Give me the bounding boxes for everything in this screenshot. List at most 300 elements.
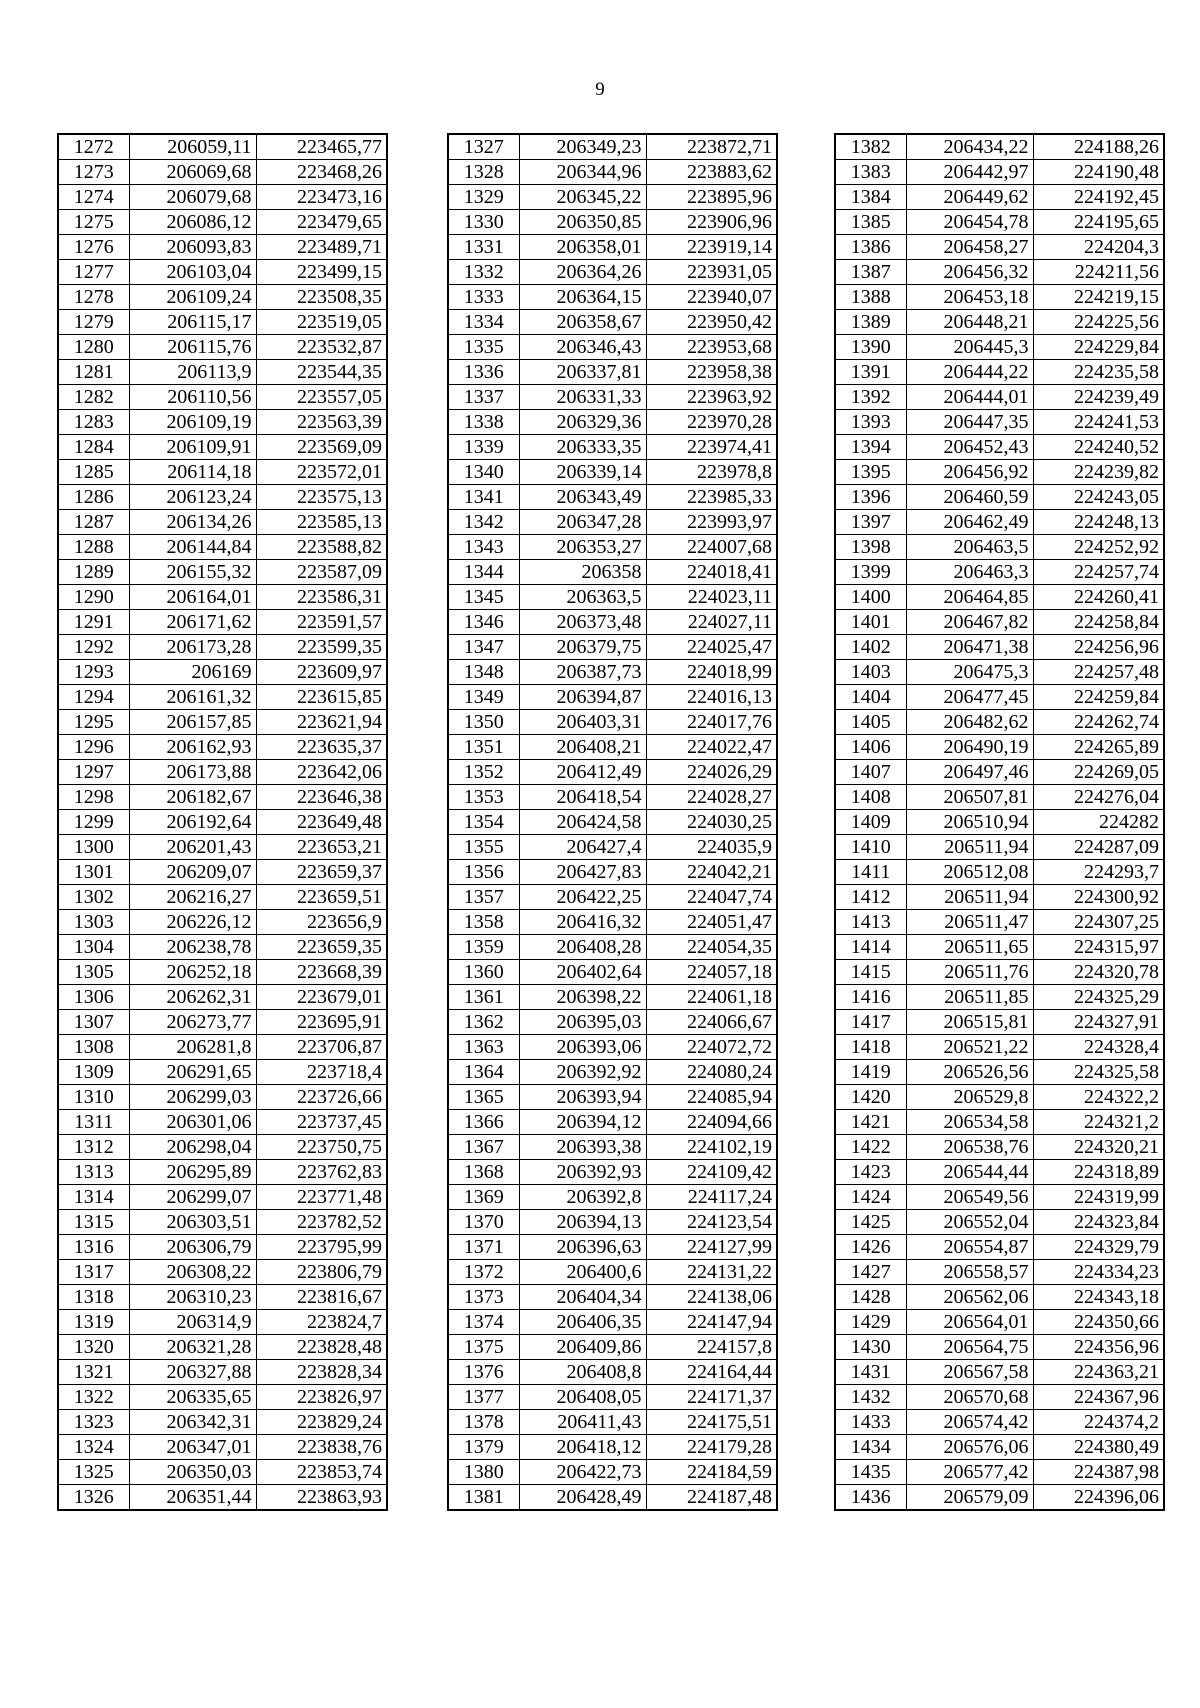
x-coordinate-cell: 206422,25 xyxy=(519,885,646,910)
table-row xyxy=(448,485,777,510)
table-row xyxy=(448,1260,777,1285)
table-row xyxy=(448,935,777,960)
table-row xyxy=(58,660,387,685)
x-coordinate-cell: 206344,96 xyxy=(519,160,646,185)
x-coordinate-cell: 206444,01 xyxy=(906,385,1033,410)
table-row xyxy=(448,560,777,585)
y-coordinate-cell: 224343,18 xyxy=(1033,1285,1164,1310)
point-number-cell: 1357 xyxy=(448,885,519,910)
table-row xyxy=(448,185,777,210)
x-coordinate-cell: 206552,04 xyxy=(906,1210,1033,1235)
table-row xyxy=(58,1210,387,1235)
x-coordinate-cell: 206394,87 xyxy=(519,685,646,710)
y-coordinate-cell: 224057,18 xyxy=(646,960,777,985)
y-coordinate-cell: 223970,28 xyxy=(646,410,777,435)
y-coordinate-cell: 224367,96 xyxy=(1033,1385,1164,1410)
x-coordinate-cell: 206281,8 xyxy=(129,1035,256,1060)
point-number-cell: 1371 xyxy=(448,1235,519,1260)
x-coordinate-cell: 206453,18 xyxy=(906,285,1033,310)
y-coordinate-cell: 224175,51 xyxy=(646,1410,777,1435)
point-number-cell: 1428 xyxy=(835,1285,906,1310)
x-coordinate-cell: 206308,22 xyxy=(129,1260,256,1285)
y-coordinate-cell: 224080,24 xyxy=(646,1060,777,1085)
x-coordinate-cell: 206358 xyxy=(519,560,646,585)
table-row xyxy=(835,260,1164,285)
y-coordinate-cell: 223599,35 xyxy=(256,635,387,660)
table-row xyxy=(58,510,387,535)
table-row xyxy=(835,210,1164,235)
x-coordinate-cell: 206445,3 xyxy=(906,335,1033,360)
y-coordinate-cell: 224380,49 xyxy=(1033,1435,1164,1460)
point-number-cell: 1282 xyxy=(58,385,129,410)
x-coordinate-cell: 206310,23 xyxy=(129,1285,256,1310)
x-coordinate-cell: 206353,27 xyxy=(519,535,646,560)
table-row xyxy=(58,535,387,560)
table-row xyxy=(58,410,387,435)
x-coordinate-cell: 206394,13 xyxy=(519,1210,646,1235)
point-number-cell: 1433 xyxy=(835,1410,906,1435)
table-row xyxy=(835,685,1164,710)
x-coordinate-cell: 206463,5 xyxy=(906,535,1033,560)
y-coordinate-cell: 223950,42 xyxy=(646,310,777,335)
table-row xyxy=(835,585,1164,610)
point-number-cell: 1369 xyxy=(448,1185,519,1210)
point-number-cell: 1330 xyxy=(448,210,519,235)
point-number-cell: 1414 xyxy=(835,935,906,960)
point-number-cell: 1408 xyxy=(835,785,906,810)
table-row xyxy=(448,1410,777,1435)
point-number-cell: 1281 xyxy=(58,360,129,385)
x-coordinate-cell: 206471,38 xyxy=(906,635,1033,660)
y-coordinate-cell: 223635,37 xyxy=(256,735,387,760)
y-coordinate-cell: 223586,31 xyxy=(256,585,387,610)
y-coordinate-cell: 224287,09 xyxy=(1033,835,1164,860)
point-number-cell: 1346 xyxy=(448,610,519,635)
table-row xyxy=(835,160,1164,185)
table-row xyxy=(58,710,387,735)
y-coordinate-cell: 224321,2 xyxy=(1033,1110,1164,1135)
table-row xyxy=(835,410,1164,435)
point-number-cell: 1273 xyxy=(58,160,129,185)
table-row xyxy=(448,210,777,235)
point-number-cell: 1350 xyxy=(448,710,519,735)
x-coordinate-cell: 206333,35 xyxy=(519,435,646,460)
y-coordinate-cell: 224030,25 xyxy=(646,810,777,835)
x-coordinate-cell: 206418,54 xyxy=(519,785,646,810)
table-row xyxy=(448,985,777,1010)
x-coordinate-cell: 206347,28 xyxy=(519,510,646,535)
point-number-cell: 1326 xyxy=(58,1485,129,1511)
y-coordinate-cell: 223985,33 xyxy=(646,485,777,510)
point-number-cell: 1343 xyxy=(448,535,519,560)
y-coordinate-cell: 223993,97 xyxy=(646,510,777,535)
x-coordinate-cell: 206161,32 xyxy=(129,685,256,710)
table-row xyxy=(835,1085,1164,1110)
y-coordinate-cell: 224094,66 xyxy=(646,1110,777,1135)
point-number-cell: 1361 xyxy=(448,985,519,1010)
x-coordinate-cell: 206345,22 xyxy=(519,185,646,210)
point-number-cell: 1328 xyxy=(448,160,519,185)
x-coordinate-cell: 206364,15 xyxy=(519,285,646,310)
y-coordinate-cell: 223519,05 xyxy=(256,310,387,335)
point-number-cell: 1341 xyxy=(448,485,519,510)
point-number-cell: 1303 xyxy=(58,910,129,935)
table-row xyxy=(835,735,1164,760)
y-coordinate-cell: 223838,76 xyxy=(256,1435,387,1460)
x-coordinate-cell: 206327,88 xyxy=(129,1360,256,1385)
x-coordinate-cell: 206201,43 xyxy=(129,835,256,860)
point-number-cell: 1386 xyxy=(835,235,906,260)
point-number-cell: 1331 xyxy=(448,235,519,260)
y-coordinate-cell: 224282 xyxy=(1033,810,1164,835)
point-number-cell: 1279 xyxy=(58,310,129,335)
table-row xyxy=(448,1360,777,1385)
point-number-cell: 1354 xyxy=(448,810,519,835)
point-number-cell: 1362 xyxy=(448,1010,519,1035)
point-number-cell: 1382 xyxy=(835,134,906,160)
x-coordinate-cell: 206422,73 xyxy=(519,1460,646,1485)
y-coordinate-cell: 224054,35 xyxy=(646,935,777,960)
point-number-cell: 1370 xyxy=(448,1210,519,1235)
point-number-cell: 1390 xyxy=(835,335,906,360)
x-coordinate-cell: 206363,5 xyxy=(519,585,646,610)
y-coordinate-cell: 224017,76 xyxy=(646,710,777,735)
x-coordinate-cell: 206301,06 xyxy=(129,1110,256,1135)
y-coordinate-cell: 223659,35 xyxy=(256,935,387,960)
y-coordinate-cell: 224300,92 xyxy=(1033,885,1164,910)
table-row xyxy=(448,710,777,735)
table-row xyxy=(58,860,387,885)
y-coordinate-cell: 223795,99 xyxy=(256,1235,387,1260)
table-row xyxy=(835,760,1164,785)
point-number-cell: 1347 xyxy=(448,635,519,660)
y-coordinate-cell: 223649,48 xyxy=(256,810,387,835)
point-number-cell: 1393 xyxy=(835,410,906,435)
point-number-cell: 1360 xyxy=(448,960,519,985)
y-coordinate-cell: 223588,82 xyxy=(256,535,387,560)
point-number-cell: 1304 xyxy=(58,935,129,960)
point-number-cell: 1320 xyxy=(58,1335,129,1360)
x-coordinate-cell: 206511,47 xyxy=(906,910,1033,935)
y-coordinate-cell: 224322,2 xyxy=(1033,1085,1164,1110)
point-number-cell: 1366 xyxy=(448,1110,519,1135)
y-coordinate-cell: 223958,38 xyxy=(646,360,777,385)
point-number-cell: 1394 xyxy=(835,435,906,460)
point-number-cell: 1275 xyxy=(58,210,129,235)
y-coordinate-cell: 224325,29 xyxy=(1033,985,1164,1010)
table-row xyxy=(835,1010,1164,1035)
x-coordinate-cell: 206402,64 xyxy=(519,960,646,985)
point-number-cell: 1396 xyxy=(835,485,906,510)
x-coordinate-cell: 206373,48 xyxy=(519,610,646,635)
x-coordinate-cell: 206192,64 xyxy=(129,810,256,835)
y-coordinate-cell: 223659,51 xyxy=(256,885,387,910)
table-row xyxy=(58,810,387,835)
y-coordinate-cell: 223883,62 xyxy=(646,160,777,185)
table-row xyxy=(448,285,777,310)
y-coordinate-cell: 223621,94 xyxy=(256,710,387,735)
table-row xyxy=(58,685,387,710)
y-coordinate-cell: 224188,26 xyxy=(1033,134,1164,160)
table-row xyxy=(835,335,1164,360)
table-row xyxy=(58,1360,387,1385)
point-number-cell: 1311 xyxy=(58,1110,129,1135)
point-number-cell: 1380 xyxy=(448,1460,519,1485)
point-number-cell: 1312 xyxy=(58,1135,129,1160)
y-coordinate-cell: 223572,01 xyxy=(256,460,387,485)
point-number-cell: 1335 xyxy=(448,335,519,360)
x-coordinate-cell: 206349,23 xyxy=(519,134,646,160)
point-number-cell: 1317 xyxy=(58,1260,129,1285)
point-number-cell: 1329 xyxy=(448,185,519,210)
table-row xyxy=(58,1135,387,1160)
table-row xyxy=(448,385,777,410)
y-coordinate-cell: 224258,84 xyxy=(1033,610,1164,635)
y-coordinate-cell: 223872,71 xyxy=(646,134,777,160)
x-coordinate-cell: 206350,85 xyxy=(519,210,646,235)
y-coordinate-cell: 223642,06 xyxy=(256,760,387,785)
point-number-cell: 1404 xyxy=(835,685,906,710)
x-coordinate-cell: 206109,24 xyxy=(129,285,256,310)
point-number-cell: 1392 xyxy=(835,385,906,410)
x-coordinate-cell: 206321,28 xyxy=(129,1335,256,1360)
y-coordinate-cell: 223489,71 xyxy=(256,235,387,260)
point-number-cell: 1430 xyxy=(835,1335,906,1360)
point-number-cell: 1272 xyxy=(58,134,129,160)
table-row xyxy=(448,1110,777,1135)
point-number-cell: 1397 xyxy=(835,510,906,535)
table-row xyxy=(448,1160,777,1185)
table-row xyxy=(835,1385,1164,1410)
table-row xyxy=(448,435,777,460)
table-row xyxy=(448,685,777,710)
y-coordinate-cell: 224396,06 xyxy=(1033,1485,1164,1511)
table-row xyxy=(835,1285,1164,1310)
point-number-cell: 1290 xyxy=(58,585,129,610)
y-coordinate-cell: 224035,9 xyxy=(646,835,777,860)
table-row xyxy=(835,935,1164,960)
table-row xyxy=(448,1460,777,1485)
x-coordinate-cell: 206574,42 xyxy=(906,1410,1033,1435)
x-coordinate-cell: 206416,32 xyxy=(519,910,646,935)
point-number-cell: 1318 xyxy=(58,1285,129,1310)
x-coordinate-cell: 206115,17 xyxy=(129,310,256,335)
point-number-cell: 1385 xyxy=(835,210,906,235)
y-coordinate-cell: 224192,45 xyxy=(1033,185,1164,210)
point-number-cell: 1356 xyxy=(448,860,519,885)
x-coordinate-cell: 206564,75 xyxy=(906,1335,1033,1360)
y-coordinate-cell: 224240,52 xyxy=(1033,435,1164,460)
point-number-cell: 1276 xyxy=(58,235,129,260)
y-coordinate-cell: 223479,65 xyxy=(256,210,387,235)
y-coordinate-cell: 223508,35 xyxy=(256,285,387,310)
x-coordinate-cell: 206295,89 xyxy=(129,1160,256,1185)
table-row xyxy=(835,360,1164,385)
point-number-cell: 1277 xyxy=(58,260,129,285)
point-number-cell: 1327 xyxy=(448,134,519,160)
y-coordinate-cell: 224085,94 xyxy=(646,1085,777,1110)
table-row xyxy=(58,585,387,610)
y-coordinate-cell: 224026,29 xyxy=(646,760,777,785)
y-coordinate-cell: 224138,06 xyxy=(646,1285,777,1310)
table-row xyxy=(835,485,1164,510)
y-coordinate-cell: 223806,79 xyxy=(256,1260,387,1285)
y-coordinate-cell: 224204,3 xyxy=(1033,235,1164,260)
y-coordinate-cell: 224187,48 xyxy=(646,1485,777,1511)
y-coordinate-cell: 224293,7 xyxy=(1033,860,1164,885)
point-number-cell: 1289 xyxy=(58,560,129,585)
x-coordinate-cell: 206162,93 xyxy=(129,735,256,760)
x-coordinate-cell: 206424,58 xyxy=(519,810,646,835)
table-row xyxy=(448,1335,777,1360)
y-coordinate-cell: 223563,39 xyxy=(256,410,387,435)
point-number-cell: 1432 xyxy=(835,1385,906,1410)
x-coordinate-cell: 206549,56 xyxy=(906,1185,1033,1210)
x-coordinate-cell: 206291,65 xyxy=(129,1060,256,1085)
table-row xyxy=(448,960,777,985)
point-number-cell: 1301 xyxy=(58,860,129,885)
y-coordinate-cell: 223706,87 xyxy=(256,1035,387,1060)
y-coordinate-cell: 224329,79 xyxy=(1033,1235,1164,1260)
y-coordinate-cell: 223853,74 xyxy=(256,1460,387,1485)
x-coordinate-cell: 206155,32 xyxy=(129,560,256,585)
table-row xyxy=(835,560,1164,585)
x-coordinate-cell: 206364,26 xyxy=(519,260,646,285)
table-row xyxy=(448,310,777,335)
coordinates-table-3 xyxy=(834,133,1165,1511)
table-row xyxy=(835,835,1164,860)
x-coordinate-cell: 206069,68 xyxy=(129,160,256,185)
y-coordinate-cell: 224023,11 xyxy=(646,585,777,610)
x-coordinate-cell: 206463,3 xyxy=(906,560,1033,585)
x-coordinate-cell: 206299,03 xyxy=(129,1085,256,1110)
table-row xyxy=(58,235,387,260)
x-coordinate-cell: 206512,08 xyxy=(906,860,1033,885)
table-row xyxy=(835,1485,1164,1511)
y-coordinate-cell: 223695,91 xyxy=(256,1010,387,1035)
x-coordinate-cell: 206335,65 xyxy=(129,1385,256,1410)
x-coordinate-cell: 206339,14 xyxy=(519,460,646,485)
y-coordinate-cell: 224028,27 xyxy=(646,785,777,810)
x-coordinate-cell: 206114,18 xyxy=(129,460,256,485)
point-number-cell: 1421 xyxy=(835,1110,906,1135)
table-row xyxy=(835,385,1164,410)
table-row xyxy=(448,160,777,185)
x-coordinate-cell: 206346,43 xyxy=(519,335,646,360)
y-coordinate-cell: 223668,39 xyxy=(256,960,387,985)
point-number-cell: 1367 xyxy=(448,1135,519,1160)
x-coordinate-cell: 206511,65 xyxy=(906,935,1033,960)
point-number-cell: 1309 xyxy=(58,1060,129,1085)
point-number-cell: 1319 xyxy=(58,1310,129,1335)
point-number-cell: 1387 xyxy=(835,260,906,285)
y-coordinate-cell: 224256,96 xyxy=(1033,635,1164,660)
y-coordinate-cell: 223931,05 xyxy=(646,260,777,285)
y-coordinate-cell: 223919,14 xyxy=(646,235,777,260)
x-coordinate-cell: 206454,78 xyxy=(906,210,1033,235)
point-number-cell: 1388 xyxy=(835,285,906,310)
point-number-cell: 1351 xyxy=(448,735,519,760)
y-coordinate-cell: 224022,47 xyxy=(646,735,777,760)
table-row xyxy=(835,1110,1164,1135)
table-row xyxy=(835,635,1164,660)
y-coordinate-cell: 224323,84 xyxy=(1033,1210,1164,1235)
x-coordinate-cell: 206394,12 xyxy=(519,1110,646,1135)
y-coordinate-cell: 224027,11 xyxy=(646,610,777,635)
x-coordinate-cell: 206342,31 xyxy=(129,1410,256,1435)
table-row xyxy=(448,1035,777,1060)
x-coordinate-cell: 206448,21 xyxy=(906,310,1033,335)
point-number-cell: 1339 xyxy=(448,435,519,460)
table-row xyxy=(448,1435,777,1460)
x-coordinate-cell: 206408,05 xyxy=(519,1385,646,1410)
point-number-cell: 1308 xyxy=(58,1035,129,1060)
x-coordinate-cell: 206387,73 xyxy=(519,660,646,685)
point-number-cell: 1412 xyxy=(835,885,906,910)
x-coordinate-cell: 206526,56 xyxy=(906,1060,1033,1085)
y-coordinate-cell: 224171,37 xyxy=(646,1385,777,1410)
table-row xyxy=(58,1410,387,1435)
x-coordinate-cell: 206544,44 xyxy=(906,1160,1033,1185)
y-coordinate-cell: 223575,13 xyxy=(256,485,387,510)
x-coordinate-cell: 206173,88 xyxy=(129,760,256,785)
y-coordinate-cell: 223585,13 xyxy=(256,510,387,535)
x-coordinate-cell: 206460,59 xyxy=(906,485,1033,510)
point-number-cell: 1286 xyxy=(58,485,129,510)
x-coordinate-cell: 206144,84 xyxy=(129,535,256,560)
x-coordinate-cell: 206406,35 xyxy=(519,1310,646,1335)
table-row xyxy=(835,285,1164,310)
y-coordinate-cell: 224072,72 xyxy=(646,1035,777,1060)
point-number-cell: 1359 xyxy=(448,935,519,960)
y-coordinate-cell: 224350,66 xyxy=(1033,1310,1164,1335)
table-row xyxy=(448,410,777,435)
y-coordinate-cell: 224157,8 xyxy=(646,1335,777,1360)
x-coordinate-cell: 206412,49 xyxy=(519,760,646,785)
point-number-cell: 1291 xyxy=(58,610,129,635)
point-number-cell: 1399 xyxy=(835,560,906,585)
x-coordinate-cell: 206521,22 xyxy=(906,1035,1033,1060)
y-coordinate-cell: 224018,41 xyxy=(646,560,777,585)
point-number-cell: 1284 xyxy=(58,435,129,460)
point-number-cell: 1324 xyxy=(58,1435,129,1460)
table-row xyxy=(58,935,387,960)
table-row xyxy=(448,335,777,360)
point-number-cell: 1325 xyxy=(58,1460,129,1485)
x-coordinate-cell: 206444,22 xyxy=(906,360,1033,385)
x-coordinate-cell: 206404,34 xyxy=(519,1285,646,1310)
point-number-cell: 1379 xyxy=(448,1435,519,1460)
point-number-cell: 1337 xyxy=(448,385,519,410)
x-coordinate-cell: 206337,81 xyxy=(519,360,646,385)
y-coordinate-cell: 223679,01 xyxy=(256,985,387,1010)
x-coordinate-cell: 206169 xyxy=(129,660,256,685)
table-row xyxy=(835,1435,1164,1460)
x-coordinate-cell: 206329,36 xyxy=(519,410,646,435)
point-number-cell: 1278 xyxy=(58,285,129,310)
table-row xyxy=(448,1135,777,1160)
x-coordinate-cell: 206086,12 xyxy=(129,210,256,235)
x-coordinate-cell: 206216,27 xyxy=(129,885,256,910)
table-row xyxy=(448,1085,777,1110)
point-number-cell: 1321 xyxy=(58,1360,129,1385)
table-row xyxy=(58,385,387,410)
x-coordinate-cell: 206134,26 xyxy=(129,510,256,535)
x-coordinate-cell: 206403,31 xyxy=(519,710,646,735)
y-coordinate-cell: 223557,05 xyxy=(256,385,387,410)
point-number-cell: 1336 xyxy=(448,360,519,385)
x-coordinate-cell: 206452,43 xyxy=(906,435,1033,460)
